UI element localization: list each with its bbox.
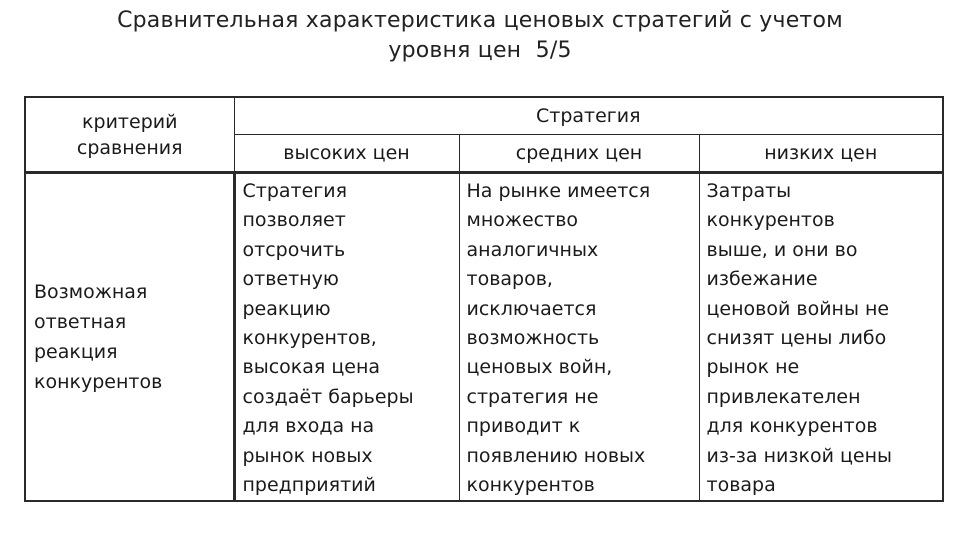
row-label-line: ответная (34, 311, 127, 334)
cell-line: создаёт барьеры (242, 385, 414, 408)
cell-line: рынок не (706, 356, 800, 379)
column-header-low: низких цен (699, 135, 943, 173)
row-label-line: реакция (34, 341, 118, 364)
cell-line: товара (706, 474, 776, 497)
column-header-medium: средних цен (459, 135, 699, 173)
cell-line: товаров, (466, 268, 553, 291)
criterion-header-line-1: критерий (82, 110, 178, 133)
slide-title-line-2: уровня цен 5/5 (388, 38, 572, 63)
cell-line: выше, и они во (706, 238, 858, 261)
cell-line: отсрочить (242, 238, 346, 261)
cell-high-prices (234, 173, 459, 502)
cell-line: высокая цена (242, 356, 381, 379)
cell-line: конкурентов (466, 474, 595, 497)
criterion-header-line-2: сравнения (76, 136, 183, 159)
cell-line: для конкурентов (706, 415, 878, 438)
cell-line: появлению новых (466, 444, 646, 467)
cell-low-prices (699, 173, 943, 502)
cell-line: рынок новых (242, 444, 373, 467)
cell-line: приводит к (466, 415, 581, 438)
cell-line: множество (466, 209, 579, 232)
strategy-header: Стратегия (234, 97, 943, 135)
cell-line: возможность (466, 327, 600, 350)
cell-line: ценовых войн, (466, 356, 613, 379)
cell-line: для входа на (242, 415, 375, 438)
cell-line: ценовой войны не (706, 297, 890, 320)
comparison-table (24, 96, 944, 502)
cell-line: На рынке имеется (466, 180, 651, 202)
cell-line: снизят цены либо (706, 327, 887, 350)
cell-line: ответную (242, 268, 339, 291)
cell-line: конкурентов, (242, 327, 377, 350)
cell-line: из-за низкой цены (706, 444, 893, 467)
cell-line: аналогичных (466, 238, 599, 261)
cell-line: предприятий (242, 474, 376, 497)
slide-title (0, 6, 960, 66)
cell-line: Стратегия (242, 180, 348, 202)
slide-title-line-1: Сравнительная характеристика ценовых стратегий с учетом (117, 8, 843, 33)
cell-line: позволяет (242, 209, 346, 232)
row-label-cell (25, 173, 234, 502)
cell-line: привлекателен (706, 385, 861, 408)
cell-line: конкурентов (706, 209, 835, 232)
cell-line: реакцию (242, 297, 331, 320)
column-header-high: высоких цен (234, 135, 459, 173)
cell-line: исключается (466, 297, 597, 320)
cell-line: Затраты (706, 180, 792, 202)
criterion-header-cell (25, 97, 234, 173)
row-label-line: Возможная (34, 281, 148, 304)
cell-medium-prices (459, 173, 699, 502)
cell-line: избежание (706, 268, 818, 291)
row-label-line: конкурентов (34, 371, 163, 394)
cell-line: стратегия не (466, 385, 599, 408)
